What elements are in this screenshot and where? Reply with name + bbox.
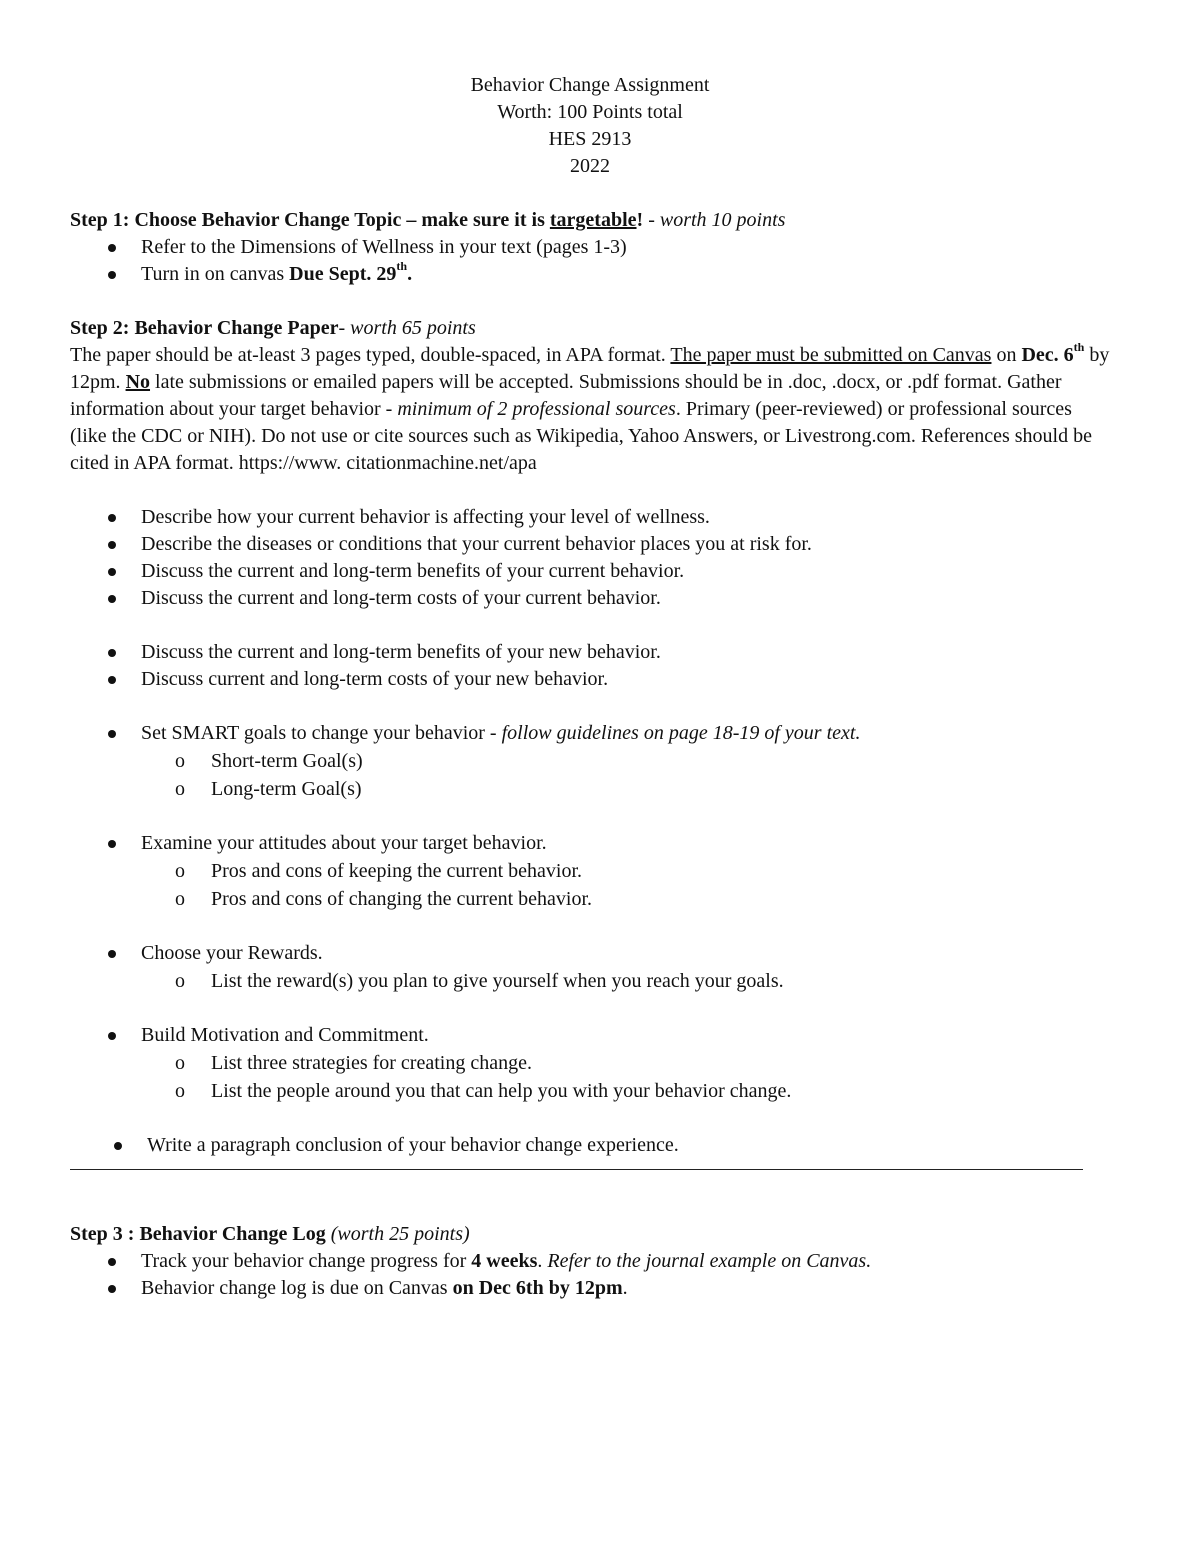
- step2-list-motivation: [70, 1022, 1110, 1105]
- course-code: HES 2913: [548, 128, 632, 150]
- document-page: [70, 72, 1110, 1302]
- step2-paragraph: The paper should be at-least 3 pages typed, double-spaced, in APA format. The paper must be submitted on Canvas on Dec. 6th by 12pm. No late submissions or emailed papers will be accepted. Submissions should be in .doc, .docx, or .pdf format. Gather information about your target behavior - minimum of 2 professional sources. Primary (peer-reviewed) or professional sources (like the CDC or NIH). Do not use or cite sources such as Wikipedia, Yahoo Answers, or Livestrong.com. References should be cited in APA format. https://www. citationmachine.net/apa: [70, 340, 1110, 474]
- sub-list-item: o List the reward(s) you plan to give yourself when you reach your goals.: [175, 970, 784, 992]
- list-item: Set SMART goals to change your behavior - follow guidelines on page 18-19 of your text. o Short-term Goal(s) o Long-term Goal(s): [70, 720, 1110, 803]
- list-item: Discuss the current and long-term benefits of your new behavior.: [70, 639, 1110, 666]
- list-item: Track your behavior change progress for 4 weeks. Refer to the journal example on Canvas.: [70, 1248, 1110, 1275]
- list-item: Refer to the Dimensions of Wellness in your text (pages 1-3): [70, 234, 1110, 261]
- sub-list-item: o Pros and cons of keeping the current behavior.: [175, 860, 583, 882]
- step2-list-conclusion: [70, 1132, 1110, 1159]
- step2-heading: Step 2: Behavior Change Paper- worth 65 points: [70, 317, 476, 339]
- step2-list-attitudes: [70, 830, 1110, 913]
- list-item: Discuss the current and long-term costs of your current behavior.: [70, 585, 1110, 612]
- list-item: Behavior change log is due on Canvas on Dec 6th by 12pm.: [70, 1275, 1110, 1302]
- sub-list-item: o List three strategies for creating change.: [175, 1052, 532, 1074]
- step3-heading: Step 3 : Behavior Change Log (worth 25 points): [70, 1223, 470, 1245]
- assignment-title: Behavior Change Assignment: [470, 74, 710, 96]
- step1-list: [70, 234, 1110, 288]
- step3-list: [70, 1248, 1110, 1302]
- list-item: Discuss the current and long-term benefits of your current behavior.: [70, 558, 1110, 585]
- list-item: Turn in on canvas Due Sept. 29th.: [70, 261, 1110, 288]
- title-block: [60, 72, 1120, 180]
- list-item: Choose your Rewards. o List the reward(s) you plan to give yourself when you reach your goals.: [70, 940, 1110, 995]
- assignment-worth: Worth: 100 Points total: [497, 101, 683, 123]
- list-item: Describe how your current behavior is affecting your level of wellness.: [70, 504, 1110, 531]
- sub-list-item: o Short-term Goal(s): [175, 750, 363, 772]
- assignment-year: 2022: [570, 155, 610, 177]
- step2-list-new: [70, 639, 1110, 693]
- list-item: Write a paragraph conclusion of your behavior change experience.: [70, 1132, 1110, 1159]
- list-item: Describe the diseases or conditions that your current behavior places you at risk for.: [70, 531, 1110, 558]
- list-item: Build Motivation and Commitment. o List three strategies for creating change. o List the people around you that can help you with your behavior change.: [70, 1022, 1110, 1105]
- sub-list-item: o Pros and cons of changing the current behavior.: [175, 888, 593, 910]
- step2-list-current: [70, 504, 1110, 612]
- sub-list-item: o Long-term Goal(s): [175, 778, 362, 800]
- list-item: Discuss current and long-term costs of your new behavior.: [70, 666, 1110, 693]
- step2-list-smart: [70, 720, 1110, 803]
- list-item: Examine your attitudes about your target behavior. o Pros and cons of keeping the current behavior. o Pros and cons of changing the current behavior.: [70, 830, 1110, 913]
- step2-list-rewards: [70, 940, 1110, 995]
- sub-list-item: o List the people around you that can help you with your behavior change.: [175, 1080, 792, 1102]
- step1-heading: Step 1: Choose Behavior Change Topic – make sure it is targetable! - worth 10 points: [70, 209, 786, 231]
